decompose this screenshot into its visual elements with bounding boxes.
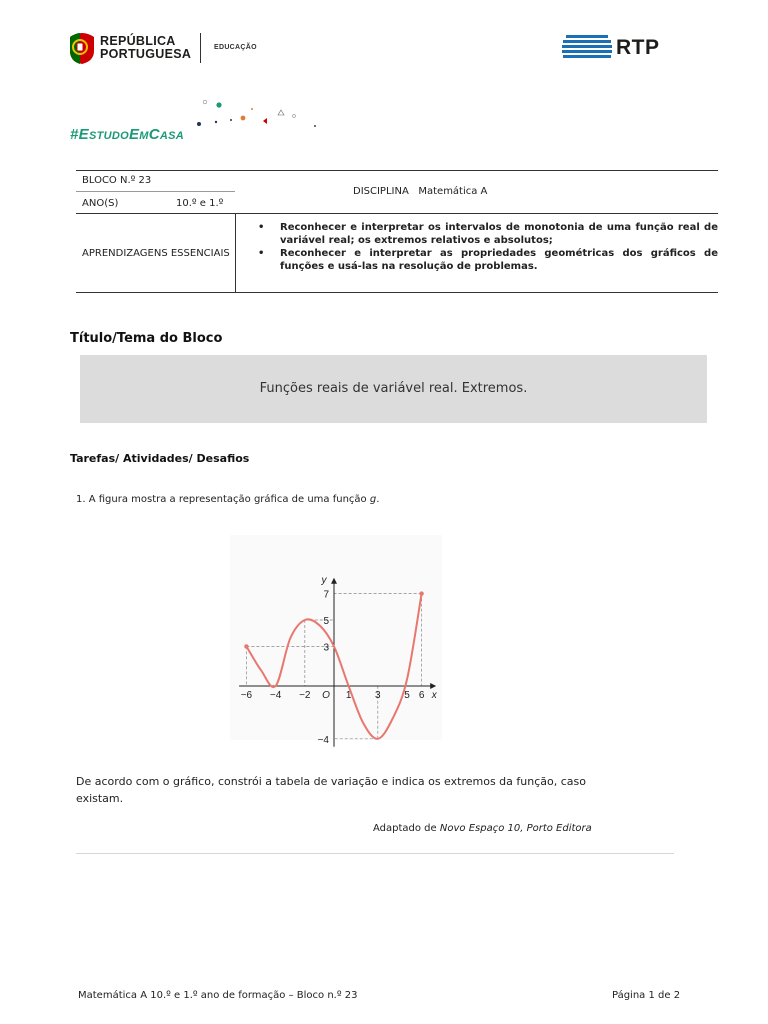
table-bottom-rule bbox=[76, 292, 718, 293]
educacao-label: EDUCAÇÃO bbox=[214, 44, 257, 51]
x-tick-label: 5 bbox=[404, 690, 410, 701]
theme-box bbox=[80, 355, 707, 423]
anos-label: ANO(S) bbox=[82, 198, 119, 209]
y-tick-label: 5 bbox=[323, 616, 329, 627]
rtp-wordmark: RTP bbox=[616, 36, 660, 59]
x-axis-label: x bbox=[431, 690, 437, 701]
aprendizagens-label: APRENDIZAGENS ESSENCIAIS bbox=[82, 248, 230, 259]
y-tick-label: 7 bbox=[323, 589, 329, 601]
x-tick-label: 1 bbox=[345, 690, 352, 701]
anos-value: 10.º e 1.º bbox=[176, 198, 224, 209]
republica-portuguesa-logo bbox=[68, 31, 268, 67]
y-axis-label: y bbox=[321, 575, 327, 587]
footer-page-number: Página 1 de 2 bbox=[612, 990, 681, 1001]
y-tick-label: 3 bbox=[323, 642, 329, 654]
list-item: • Reconhecer e interpretar as propriedades geométricas dos gráficos de funções e usá-las na resolução de problemas. bbox=[258, 248, 718, 272]
start-point bbox=[244, 644, 248, 648]
footer-course: Matemática A 10.º e 1.º ano de formação – Bloco n.º 23 bbox=[78, 990, 358, 1001]
function-graph bbox=[230, 535, 442, 746]
decorative-dots bbox=[195, 96, 325, 132]
tasks-heading: Tarefas/ Atividades/ Desafios bbox=[70, 452, 250, 465]
rtp-bars-icon bbox=[562, 35, 612, 61]
estudo-em-casa-hashtag: #EstudoEmCasa bbox=[70, 126, 184, 143]
origin-label: O bbox=[322, 690, 330, 701]
table-column-rule bbox=[235, 214, 236, 293]
x-tick-label: −2 bbox=[299, 690, 311, 701]
theme-text: Funções reais de variável real. Extremos. bbox=[259, 381, 528, 396]
disciplina-value: Matemática A bbox=[418, 186, 488, 197]
task-source: Adaptado de Novo Espaço 10, Porto Editora bbox=[373, 823, 592, 834]
disciplina-label: DISCIPLINA bbox=[353, 186, 409, 197]
republica-line-2: PORTUGUESA bbox=[100, 47, 192, 61]
disciplina-cell bbox=[353, 186, 487, 197]
x-tick-label: −4 bbox=[269, 690, 282, 701]
table-top-rule bbox=[76, 170, 718, 171]
end-point bbox=[419, 591, 423, 595]
task-1-intro: 1. A figura mostra a representação gráfica de uma função g. bbox=[76, 494, 380, 505]
x-tick-label: 3 bbox=[375, 690, 381, 701]
y-tick-label: −4 bbox=[317, 734, 329, 746]
rtp-logo bbox=[562, 35, 682, 61]
republica-emblem-icon bbox=[68, 31, 96, 65]
list-item: • Reconhecer e interpretar os intervalos de monotonia de uma função real de variável real; os extremos relativos e absolutos; bbox=[258, 222, 718, 246]
table-mid-rule bbox=[76, 213, 718, 214]
logo-separator bbox=[200, 33, 201, 63]
republica-line-1: REPÚBLICA bbox=[100, 34, 176, 48]
x-tick-label: 6 bbox=[418, 690, 425, 701]
function-name: g bbox=[369, 494, 377, 505]
bloco-number: BLOCO N.º 23 bbox=[82, 175, 152, 186]
x-tick-label: −6 bbox=[240, 690, 253, 701]
block-info-table bbox=[76, 170, 718, 293]
section-divider bbox=[76, 853, 674, 854]
table-row-divider bbox=[76, 191, 235, 192]
task-1-question: De acordo com o gráfico, constrói a tabela de variação e indica os extremos da função, caso existam. bbox=[76, 775, 586, 805]
aprendizagens-list bbox=[256, 222, 718, 274]
bloco-title-heading: Título/Tema do Bloco bbox=[70, 331, 223, 346]
